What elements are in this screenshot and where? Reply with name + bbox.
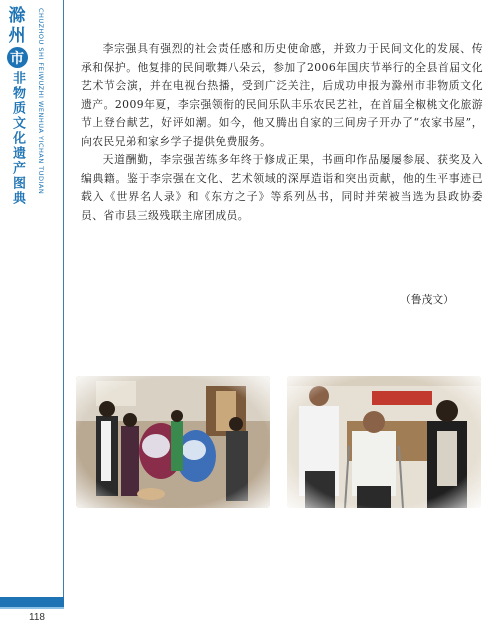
- photo-folk-dance: [76, 376, 270, 508]
- photo-three-people: [287, 376, 481, 508]
- paragraph: 天道酬勤，李宗强苦练多年终于修成正果，书画印作品屡屡参展、获奖及入编典籍。鉴于李宗强在文化、艺术领域的深厚造诣和突出贡献，他的生平事迹已载入《世界名人录》和《东方之子》等系列丛书，同时并荣被当选为县政协委员、省市县三级残联主席团成员。: [81, 153, 483, 222]
- footer-tab: [0, 597, 64, 607]
- sidebar-divider: [63, 0, 64, 600]
- article-body: [81, 40, 483, 225]
- book-title-pinyin: CHUZHOU SHI FEIWUZHI WENHUA YICHAN TUDIAN: [37, 8, 45, 195]
- book-title-char: 州: [8, 26, 26, 46]
- book-title: [5, 6, 29, 206]
- author-credit: （鲁茂文）: [400, 293, 454, 306]
- footer-tab-stripe: [0, 607, 64, 609]
- book-title-char: 滁: [8, 6, 26, 26]
- sidebar: [0, 0, 64, 635]
- book-title-emblem: 市: [7, 47, 28, 68]
- paragraph: 李宗强具有强烈的社会责任感和历史使命感，并致力于民间文化的发展、传承和保护。他复排的民间歌舞八朵云，参加了2006年国庆节举行的全县首届文化艺术节会演，并在电视台热播，受到广泛关注，后成功申报为滁州市非物质文化遗产。2009年夏，李宗强领衔的民间乐队丰乐农民艺社，在首届全椒桃文化旅游节上登台献艺，好评如潮。如今，他又腾出自家的三间房子开办了“农家书屋”，向农民兄弟和家乡学子提供免费服务。: [81, 42, 483, 148]
- book-title-rest: 非物质文化遗产图典: [10, 71, 25, 206]
- page-number: 118: [29, 612, 45, 623]
